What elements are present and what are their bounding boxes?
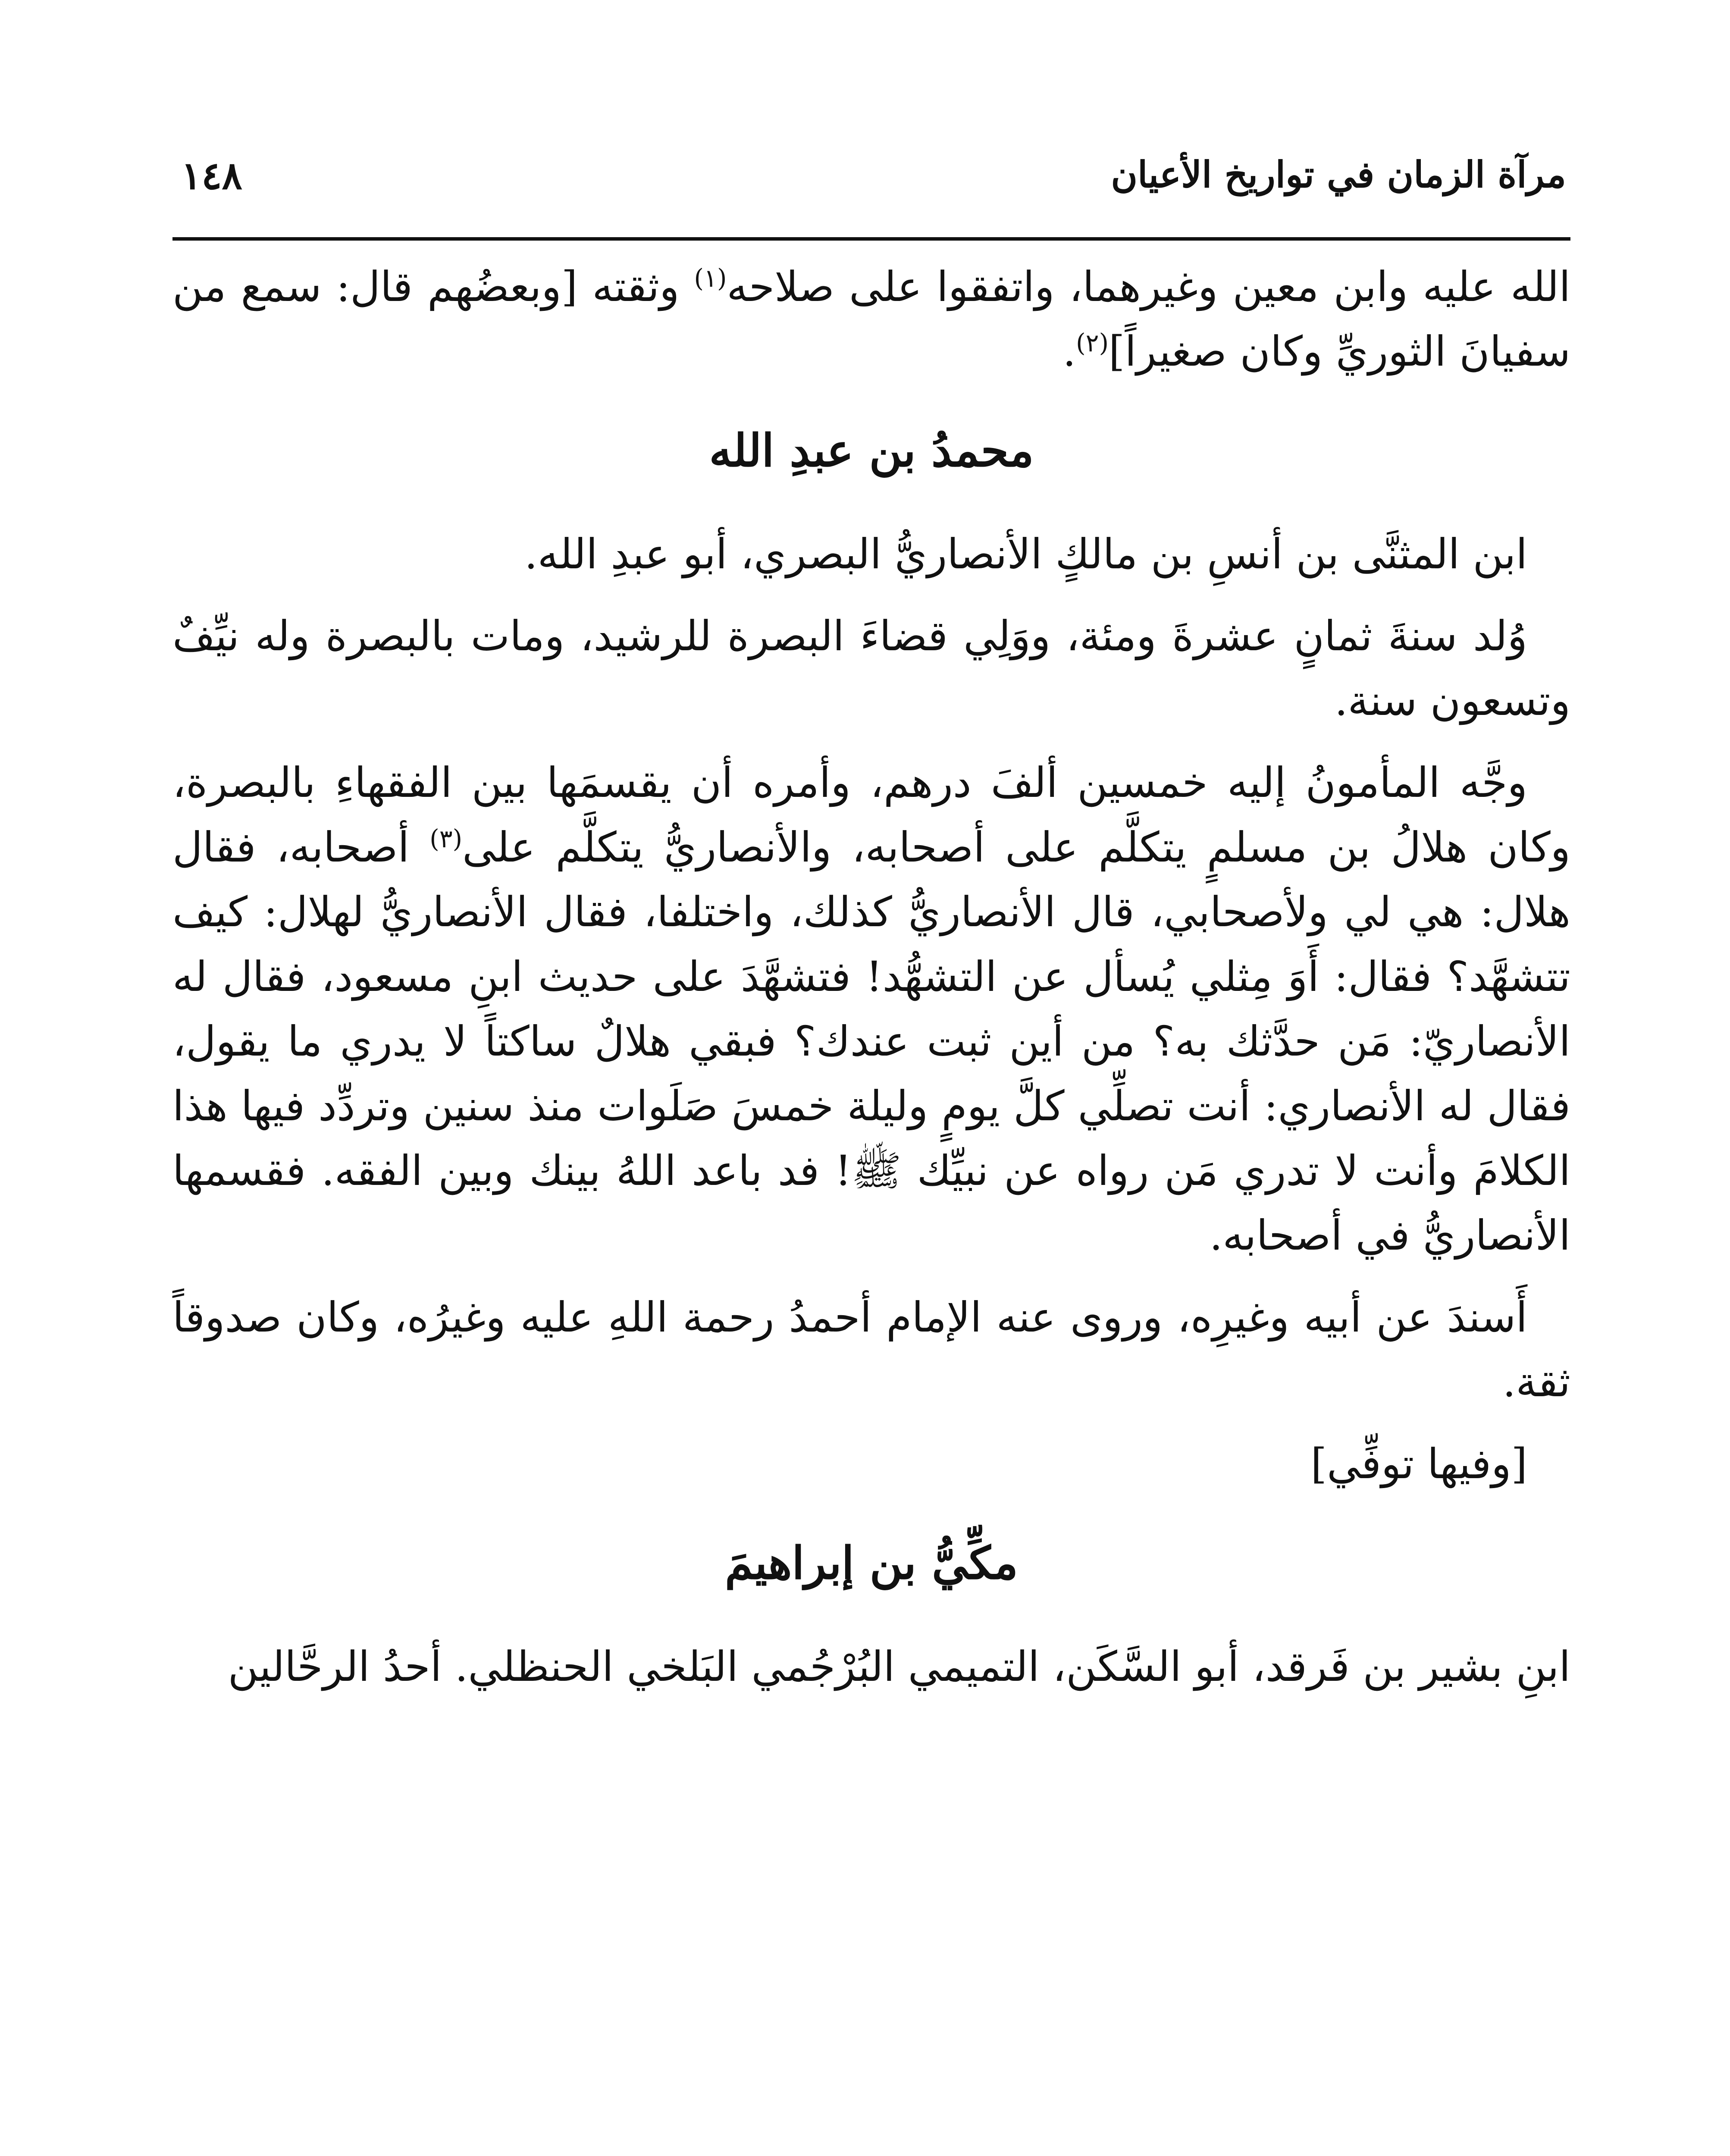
section-title-muhammad: محمدُ بن عبدِ الله bbox=[709, 424, 1034, 477]
bio-lineage-paragraph: ابن المثنَّى بن أنسِ بن مالكٍ الأنصاريُّ البصري، أبو عبدِ الله. bbox=[524, 530, 1527, 578]
main-text bbox=[172, 254, 1570, 1716]
footnote-ref-2[interactable]: (٢) bbox=[1076, 329, 1109, 357]
intro-paragraph bbox=[172, 254, 1570, 384]
section-title-makki: مكِّيُّ بن إبراهيمَ bbox=[725, 1536, 1018, 1589]
story-text-b: أصحابه، فقال هلال: هي لي ولأصحابي، قال الأنصاريُّ كذلك، واختلفا، فقال الأنصاريُّ لهلال: كيف تتشهَّد؟ فقال: أَوَ مِثلي يُسأل عن التشهُّد! فتشهَّدَ على حديث ابنِ مسعود، فقال له الأنصاريّ: مَن حدَّثك به؟ من أين ثبت عندك؟ فبقي هلالٌ ساكتاً لا يدري ما يقول، فقال له الأنصاري: أنت تصلِّي كلَّ يومٍ وليلة خمسَ صَلَوات منذ سنين وتردِّد فيها هذا الكلامَ وأنت لا تدري مَن رواه عن نبيِّك ﷺ! فد باعد اللهُ بينك وبين الفقه. فقسمها الأنصاريُّ في أصحابه. bbox=[172, 823, 1571, 1260]
footnote-ref-3[interactable]: (٣) bbox=[429, 824, 463, 853]
running-header bbox=[181, 149, 1566, 222]
intro-text-3: . bbox=[1062, 327, 1076, 376]
page-number: ١٤٨ bbox=[181, 153, 242, 198]
intro-text: الله عليه وابن معين وغيرهما، واتفقوا على صلاحه bbox=[727, 263, 1571, 311]
story-text-a: وجَّه المأمونُ إليه خمسين ألفَ درهم، وأمره أن يقسمَها بين الفقهاءِ بالبصرة، وكان هلالُ بن مسلمٍ يتكلَّم على أصحابه، والأنصاريُّ يتكلَّم على bbox=[172, 758, 1571, 871]
bio-narration-paragraph: أَسندَ عن أبيه وغيرِه، وروى عنه الإمام أحمدُ رحمة اللهِ عليه وغيرُه، وكان صدوقاً ثقة. bbox=[172, 1293, 1570, 1406]
bio-birth-paragraph: وُلد سنةَ ثمانٍ عشرةَ ومئة، ووَلِي قضاءَ البصرة للرشيد، ومات بالبصرة وله نيِّفٌ وتسعون سنة. bbox=[172, 612, 1570, 725]
death-note: [وفيها توفِّي] bbox=[1310, 1440, 1527, 1488]
intro-text-2: وثقته [وبعضُهم قال: سمع من سفيانَ الثوريِّ وكان صغيراً] bbox=[172, 263, 1570, 376]
header-divider bbox=[172, 237, 1570, 241]
footnote-ref-1[interactable]: (١) bbox=[694, 264, 727, 293]
book-title: مرآة الزمان في تواريخ الأعيان bbox=[1111, 153, 1566, 196]
bio-story-paragraph bbox=[172, 750, 1570, 1268]
makki-lineage-paragraph: ابنِ بشير بن فَرقد، أبو السَّكَن، التميمي البُرْجُمي البَلخي الحنظلي. أحدُ الرحَّالين bbox=[228, 1642, 1570, 1691]
